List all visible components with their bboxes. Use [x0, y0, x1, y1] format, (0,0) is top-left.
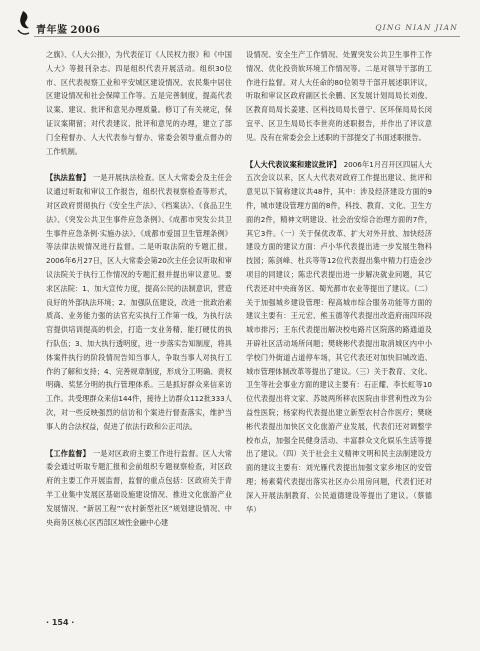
right-paragraph-1: 设情况、安全生产工作情况、处置突发公共卫生事件工作情况、优化投资软环境工作情况等。二是对领导干部的工作进行监督。对人大任命的80位领导干部开展述职评议，听取和审议区政府副区长余鹏、区发展计划局局长刘俊、区教育局局长姜建、区科技局局长曾宁、区环保局局长闵宜平、区卫生局局长李世亮的述职报告，并作出了评议意见。没有在常委会会上述职的干部提交了书面述职报告。	[246, 50, 432, 142]
deputy-proposals-body: 2006年1月召开区四届人大五次会议以来，区人大代表对政府工作提出建议、批评和意见以下简称建议共48件，其中：涉及经济建设方面的9件，城市建设管理方面的8件，科技、教育、文化、卫生方面的2件，精神文明建设、社会治安综合治理方面的7件，其它3件。（一）关于保优改革、扩大对外开放、加快经济建设方面的建议方面：卢小华代表提出进一步发展生物科技园；陈剑峰、杜兵等等12位代表提出集中精力打造金沙项目的同建议；陈忠代表提出进一步解决就业问题，其它代表还对中央商务区、蜀光都市农业等提出了建议。（二）关于加强城乡建设管理：程高城市综合服务功能等方面的建议主要有：王元宏、熊玉德等代表提出改造府南四环段城市排污；王东代表提出解决校电路片区院落的路通道及开辟社区活动场所问题；樊晓彬代表提出取消城区内中小学校门外街道占道停车场，其它代表还对加快旧城改造、城市管理体制改革等提出了建议。（三）关于教育、文化、卫生等社会事业方面的建议主要有：石正耀、李长虹等10位代表提出将文家、苏坡两所移农医院由非营利性改为公益性医院；杨家构代表提出建立新型农村合作医疗；樊晓彬代表提出加快区文化旅游产业发展，代表们还对调整学校布点，加强全民健身活动、丰富群众文化娱乐生活等提出了建议。（四）关于社会主义精神文明和民主法制建设方面的建议主要有：刘光雁代表提出加强文家乡地区的安管理；杨素菊代表提出落实社区办公用房问题，代表们还对深入开展法制教育、公民道德建设等提出了建议。（蔡德华）	[246, 159, 432, 514]
yearbook-logo-icon	[14, 10, 32, 36]
page-header	[0, 0, 480, 40]
law-enforcement-heading: 【执法监督】	[46, 173, 90, 183]
work-supervision-body: 一是对区政府主要工作进行监督。区人大常委会通过听取专题汇报和会前组织专题视察检查，对区政府的主要工作开展监督，监督的重点包括：区政府关于青羊工业集中发展区基础设施建设情况、推进文化旅游产业发展情况、“新居工程”“农村新型社区”规划建设情况、中央商务区核心区西部区域性金融中心建	[46, 448, 232, 527]
left-column	[46, 48, 232, 542]
deputy-proposals-section	[246, 158, 432, 517]
page-number: · 154 ·	[46, 618, 75, 627]
deputy-proposals-heading: 【人大代表议案和建议批评】	[246, 159, 341, 169]
work-supervision-heading: 【工作监督】	[46, 448, 90, 458]
header-pinyin-title: QING NIAN JIAN	[375, 23, 458, 32]
left-paragraph-1: 之旗》、《人大公报》，为代表征订《人民权力报》和《中国人大》等报刊杂志。四是组织代表开展活动。组织30位市、区代表视察工业和平安城区建设情况、农民集中居住区建设情况和社会保障工作等。五是完善制度，提高代表议案、建议、批评和意见办理质量。修订了有关规定，保证议案期留；对代表建议、批评和意见的办理，建立了部门全程督办、人大代表参与督办、常委会领导重点督办的工作机制。	[46, 50, 232, 156]
brand-suffix: 年鉴	[46, 25, 68, 36]
right-column	[246, 48, 432, 529]
brand-char: 青	[36, 25, 47, 36]
law-enforcement-section	[46, 171, 232, 433]
law-enforcement-body: 一是开展执法检查。区人大常委会及主任会议通过听取和审议工作报告，组织代表视察检查等形式，对区政府贯彻执行《安全生产法》、《档案法》、《食品卫生法》、《突发公共卫生事件应急条例》、《成都市突发公共卫生事件应急条例·实施办法》、《成都市爱国卫生管理条例》等法律法规情况进行监督。二是听取法院的专题汇报。2006年6月27日，区人大常委会第20次主任会议听取和审议法院关于执行工作情况的专题汇报并提出审议意见。要求区法院：1、加大宣传力度，提高公民的法制意识，营造良好的外部执法环境；2、加强队伍建设，改进一批政治素质高、业务能力强的法官充实执行工作第一线，为执行法官提供培训提高的机会，打造一支业务精、能打硬仗的执行队伍；3、加大执行透明度，进一步落实告知制度，将具体案件执行的阶段情况告知当事人，争取当事人对执行工作的了解和支持；4、完善规章制度，形成分工明确、责权明确、奖惩分明的执行管理体系。三是抓好群众来信来访工作。共受理群众来信144件，接待上访群众112批333人次，对一些反映强烈的信访和个案进行督查落实，维护当事人的合法权益，促进了依法行政和公正司法。	[46, 173, 232, 431]
work-supervision-section	[46, 447, 232, 530]
yearbook-year: 2006	[70, 25, 101, 36]
header-divider	[34, 36, 460, 37]
yearbook-title	[36, 21, 100, 36]
